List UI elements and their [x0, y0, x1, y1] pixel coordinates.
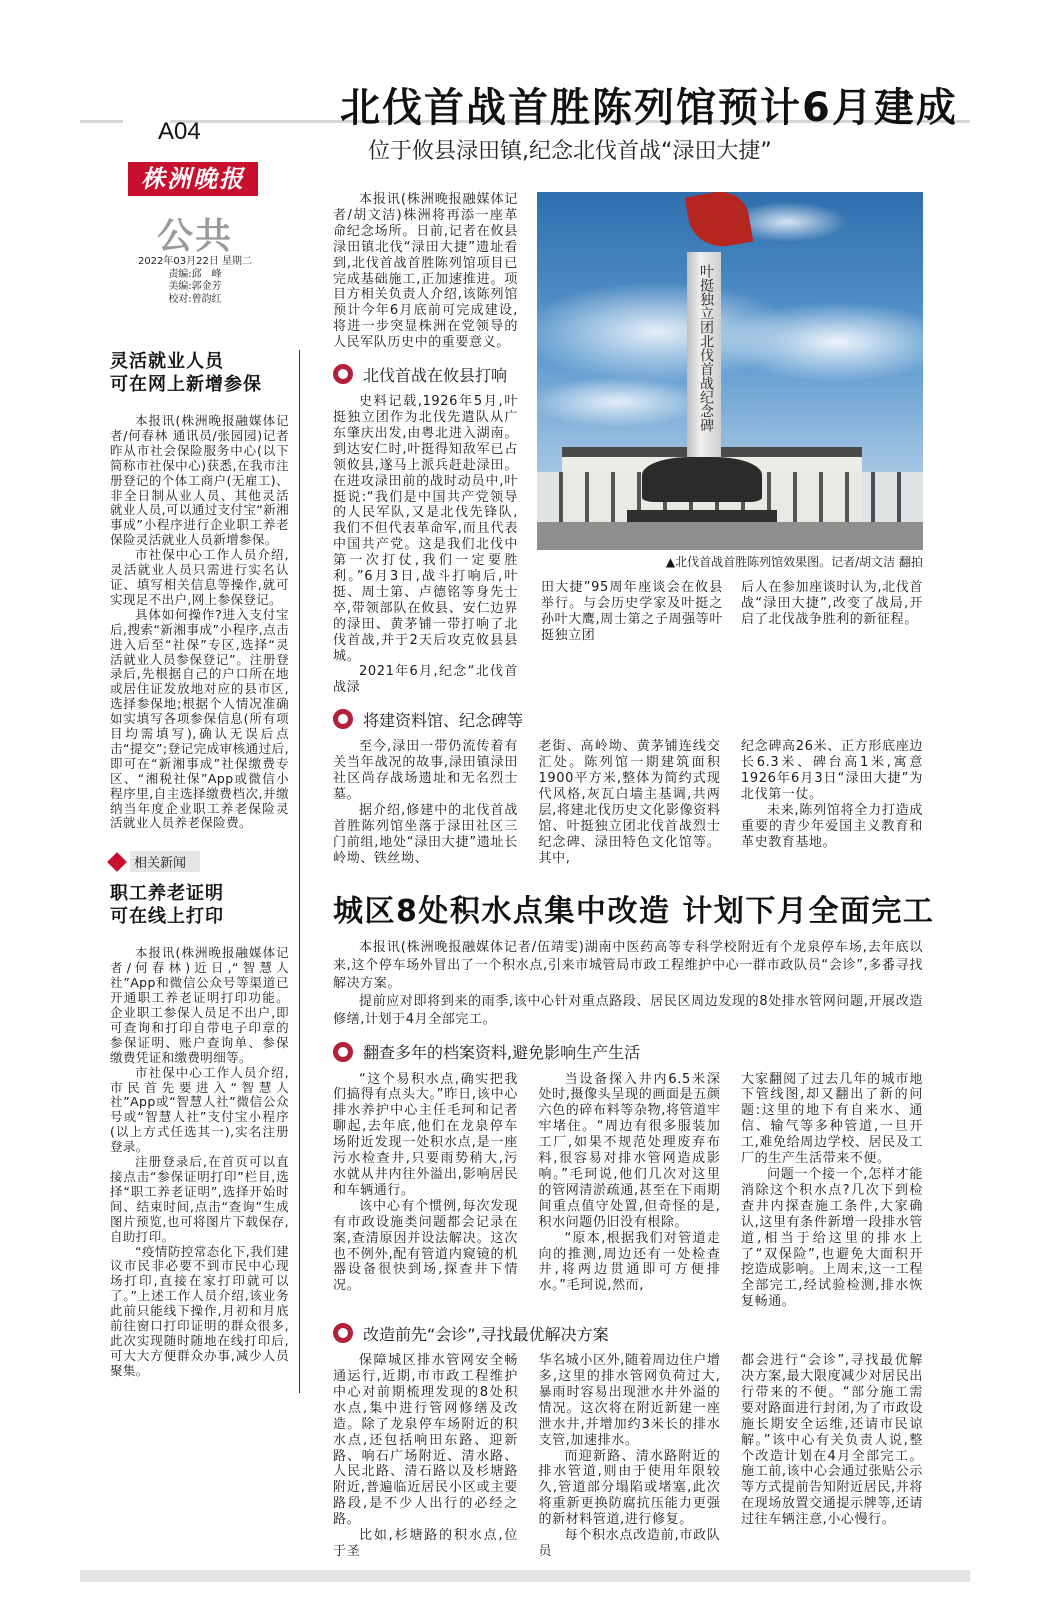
photo-sculpture	[642, 457, 762, 502]
page-number: A04	[158, 118, 201, 145]
paragraph: 后人在参加座谈时认为,北伐首战“渌田大捷”,改变了战局,开启了北伐战争胜利的新征程。	[741, 580, 923, 627]
paragraph: 保障城区排水管网安全畅通运行,近期,市市政工程维护中心对前期梳理发现的8处积水点,集中进行管网修缮及改造。除了龙泉停车场附近的积水点,还包括响田东路、迎新路、响石广场附近、清水路、人民北路、清石路以及杉塘路附近,普遍临近居民小区或主要路段,是不少人出行的必经之路。	[333, 1353, 518, 1528]
paragraph: 本报讯(株洲晚报融媒体记者/伍靖雯)湖南中医药高等专科学校附近有个龙泉停车场,去年底以来,这个停车场外冒出了一个积水点,引来市城管局市政工程维护中心一群市政队员“会诊”,多番寻找解决方案。	[333, 939, 923, 991]
paragraph: 据介绍,修建中的北伐首战首胜陈列馆坐落于渌田社区三门前组,地处“渌田大捷”遗址长岭坳、铁丝坳、	[333, 802, 518, 866]
paragraph: 老街、高岭坳、黄茅铺连线交汇处。陈列馆一期建筑面积1900平方米,整体为简约式现代风格,灰瓦白墙主基调,共两层,将建北伐历史文化影像资料馆、叶挺独立团北伐首战烈士纪念碑、渌田特色文化馆等。其中,	[538, 739, 721, 866]
sidebar-story2-body	[110, 946, 289, 1378]
paragraph: 至今,渌田一带仍流传着有关当年战况的故事,渌田镇渌田社区尚存战场遗址和无名烈士墓。	[333, 739, 518, 802]
paragraph: 市社保中心工作人员介绍,灵活就业人员只需进行实名认证、填写相关信息等操作,就可实现足不出户,网上参保登记。	[110, 547, 289, 607]
sidebar-story2-headline	[110, 882, 289, 928]
paragraph: 纪念碑高26米、正方形底座边长6.3米、碑台高1米,寓意1926年6月3日“渌田大捷”为北伐第一仗。	[741, 739, 923, 802]
paragraph: 每个积水点改造前,市政队员	[538, 1528, 721, 1559]
headline-line: 职工养老证明	[110, 883, 224, 905]
article1-lead	[333, 192, 518, 351]
monument-inscription: 叶挺独立团北伐首战纪念碑	[698, 264, 714, 432]
sidebar-divider	[110, 350, 300, 1393]
paragraph: 华名城小区外,随着周边住户增多,这里的排水管网负荷过大,暴雨时容易出现泄水井外溢的情况。这次将在附近新建一座泄水井,并增加约3米长的排水支管,加速排水。	[538, 1353, 721, 1448]
article2-section1-col1	[333, 1072, 518, 1295]
section-ring-icon	[333, 364, 353, 384]
paragraph: 史料记载,1926年5月,叶挺独立团作为北伐先遣队从广东肇庆出发,由粤北进入湖南。到达安仁时,叶挺得知敌军已占领攸县,遂马上派兵赶赴渌田。在进攻渌田前的战时动员中,叶挺说:“我们是中国共产党领导的人民军队,又是北伐先锋队,我们不但代表革命军,而且代表中国共产党。这是我们北伐中第一次打仗,我们一定要胜利。”6月3日,战斗打响后,叶挺、周士第、卢德铭等身先士卒,带领部队在攸县、安仁边界的渌田、黄茅铺一带打响了北伐首战,并于2天后攻克攸县县城。	[333, 394, 518, 664]
paragraph: 具体如何操作?进入支付宝后,搜索“新湘事成”小程序,点击进入后至“社保”专区,选择“灵活就业人员参保登记”。注册登录后,先根据自己的户口所在地或居住证发放地对应的县市区,选择参保地;根据个人情况准确如实填写各项参保信息(所有项目均需填写),确认无误后点击“提交”;登记完成审核通过后,即可在“新湘事成”社保缴费专区、“湘税社保”App或微信小程序里,自主选择缴费档次,并缴纳当年度企业职工养老保险灵活就业人员养老保险费。	[110, 606, 289, 831]
paragraph: 2021年6月,纪念“北伐首战渌	[333, 664, 518, 696]
sidebar-story1-body	[110, 414, 289, 831]
article2-section2-head	[333, 1322, 923, 1344]
article2-section1-col3	[741, 1072, 923, 1311]
article1-section1-col3	[741, 580, 923, 628]
issue-date: 2022年03月22日 星期二	[137, 256, 253, 267]
sidebar	[110, 84, 300, 1393]
article1-section2-col2	[539, 739, 721, 866]
proofreader-credit: 校对:曾韵红	[168, 293, 222, 305]
paragraph: 田大捷”95周年座谈会在攸县举行。与会历史学家及叶挺之孙叶大鹰,周士第之子周强等叶挺独立团	[541, 580, 723, 643]
headline-line: 可在网上新增参保	[110, 374, 262, 395]
article2-section2-col2	[539, 1353, 721, 1560]
section-title: 将建资料馆、纪念碑等	[363, 710, 524, 730]
pencil-marker-icon	[107, 852, 127, 872]
related-news-tag	[110, 851, 289, 872]
paragraph: 注册登录后,在首页可以直接点击“参保证明打印”栏目,选择“职工养老证明”,选择开始时间、结束时间,点击“查询”生成图片预览,也可将图片下载保存,自助打印。	[110, 1154, 289, 1244]
paragraph: 市社保中心工作人员介绍,市民首先要进入“智慧人社”App或“智慧人社”微信公众号或“智慧人社”支付宝小程序(以上方式任选其一),实名注册登录。	[110, 1064, 289, 1155]
paragraph: 未来,陈列馆将全力打造成重要的青少年爱国主义教育和革史教育基地。	[741, 802, 923, 850]
photo-ground	[537, 522, 923, 550]
section-ring-icon	[333, 1323, 353, 1343]
article2-section2-col1	[333, 1353, 518, 1560]
article1-subheadline: 位于攸县渌田镇,纪念北伐首战“渌田大捷”	[368, 139, 772, 164]
newspaper-logo: 株洲晚报	[128, 162, 258, 196]
article1-right-column	[541, 192, 923, 644]
paragraph: 当设备探入井内6.5米深处时,摄像头呈现的画面是五颜六色的碎布料等杂物,将管道牢牢堵住。“周边有很多服装加工厂,如果不规范处理废弃布料,很容易对排水管网造成影响。”毛珂说,他们几次对这里的管网清淤疏通,甚至在下雨期间重点值守处置,但奇怪的是,积水问题仍旧没有根除。	[538, 1071, 721, 1230]
article1-section1-continuation	[541, 580, 923, 644]
article2-section1-columns	[333, 1072, 923, 1311]
article1-left-column	[333, 192, 518, 696]
paragraph: 本报讯(株洲晚报融媒体记者/何春林)近日,“智慧人社”App和微信公众号等渠道已开通职工养老证明打印功能。企业职工参保人员足不出户,即可查询和打印自带电子印章的参保证明、账户查询单、参保缴费凭证和缴费明细等。	[110, 945, 289, 1065]
article1-top	[333, 192, 923, 696]
sidebar-story1-headline	[110, 350, 289, 396]
section-ring-icon	[333, 1042, 353, 1062]
page-body	[110, 84, 970, 1560]
article1-section2-col3	[741, 739, 923, 850]
headline-line: 可在线上打印	[110, 906, 224, 928]
section-name: 公共	[156, 216, 233, 257]
bottom-bar	[80, 1570, 970, 1582]
editor-credit: 责编:邱 峰	[168, 268, 222, 280]
article2-section1-head	[333, 1041, 923, 1063]
paragraph: 比如,杉塘路的积水点,位于圣	[333, 1528, 518, 1559]
article2-lead	[333, 939, 923, 1029]
section-title: 改造前先“会诊”,寻找最优解决方案	[363, 1324, 609, 1344]
memorial-rendering-photo	[537, 192, 923, 550]
section-title: 翻查多年的档案资料,避免影响生产生活	[363, 1043, 641, 1063]
article1-section2-columns	[333, 739, 923, 866]
photo-caption: ▲北伐首战首胜陈列馆效果图。记者/胡文洁 翻拍	[665, 555, 923, 569]
paragraph: 而迎新路、清水路附近的排水管道,则由于使用年限较久,管道部分塌陷或堵塞,此次将重新更换防腐抗压能力更强的新材料管道,进行修复。	[538, 1448, 721, 1528]
paragraph: 问题一个接一个,怎样才能消除这个积水点?几次下到检查井内探查施工条件,大家确认,这里有条件新增一段排水管道,相当于给这里的排水上了“双保险”,也避免大面积开挖造成影响。上周末,这一工程全部完工,经试验检测,排水恢复畅通。	[741, 1166, 923, 1310]
designer-credit: 美编:郭金芳	[168, 281, 222, 292]
article1-headline: 北伐首战首胜陈列馆预计6月建成	[340, 85, 958, 131]
paragraph: 本报讯(株洲晚报融媒体记者/胡文洁)株洲将再添一座革命纪念场所。日前,记者在攸县渌田镇北伐“渌田大捷”遗址看到,北伐首战首胜陈列馆项目已完成基础施工,正加速推进。项目方相关负责人介绍,该陈列馆预计今年6月底前可完成建设,将进一步突显株洲在党领导的人民军队历史中的重要意义。	[333, 192, 518, 351]
article2-section1-col2	[539, 1072, 721, 1295]
section-ring-icon	[333, 709, 353, 729]
article2-section2-col3	[741, 1353, 923, 1528]
article1-section2-col1	[333, 739, 518, 866]
paragraph: 都会进行“会诊”,寻找最优解决方案,最大限度减少对居民出行带来的不便。“部分施工需要对路面进行封闭,为了市政设施长期安全运维,还请市民谅解。”该中心有关负责人说,整个改造计划在4月全部完工。施工前,该中心会通过张贴公示等方式提前告知附近居民,并将在现场放置交通提示牌等,还请过往车辆注意,小心慢行。	[741, 1353, 923, 1528]
article1-section2-head	[333, 708, 923, 730]
paragraph: “疫情防控常态化下,我们建议市民非必要不到市民中心现场打印,直接在家打印就可以了。”上述工作人员介绍,该业务此前只能线下操作,月初和月底前往窗口打印证明的群众很多,此次实现随时随地在线打印后,可大大方便群众办事,减少人员聚集。	[110, 1243, 289, 1378]
photo-red-flag	[685, 192, 754, 252]
paragraph: 大家翻阅了过去几年的城市地下管线图,却又翻出了新的问题:这里的地下有自来水、通信、输气等多种管道,一旦开工,难免给周边学校、居民及工厂的生产生活带来不便。	[741, 1071, 923, 1167]
article1-section1-head	[333, 363, 518, 385]
section-title: 北伐首战在攸县打响	[363, 365, 508, 385]
paragraph: 提前应对即将到来的雨季,该中心针对重点路段、居民区周边发现的8处排水管网问题,开展改造修缮,计划于4月全部完工。	[333, 993, 923, 1027]
headline-line: 灵活就业人员	[110, 351, 224, 372]
photo-monument-base	[627, 510, 777, 522]
paragraph: “这个易积水点,确实把我们搞得有点头大。”昨日,该中心排水养护中心主任毛珂和记者聊起,去年底,他们在龙泉停车场附近发现一处积水点,是一座污水检查井,只要雨势稍大,污水就从井内往外溢出,影响居民和车辆通行。	[333, 1071, 518, 1198]
paragraph: 该中心有个惯例,每次发现有市政设施类问题都会记录在案,查清原因并设法解决。这次也不例外,配有管道内窥镜的机器设备很快到场,探查井下情况。	[333, 1198, 518, 1294]
article2-section2-columns	[333, 1353, 923, 1560]
main-column	[333, 84, 958, 1560]
paragraph: “原本,根据我们对管道走向的推测,周边还有一处检查井,将两边贯通即可方便排水。”毛珂说,然而,	[538, 1230, 721, 1294]
article1-section1-col1	[333, 394, 518, 696]
article2-headline: 城区8处积水点集中改造 计划下月全面完工	[333, 893, 935, 929]
paragraph: 本报讯(株洲晚报融媒体记者/何春林 通讯员/张园园)记者昨从市社会保险服务中心(以下简称市社保中心)获悉,在我市注册登记的个体工商户(无雇工)、非全日制从业人员、其他灵活就业人员,可以通过支付宝“新湘事成”小程序进行企业职工养老保险灵活就业人员新增参保。	[110, 413, 289, 548]
related-news-label: 相关新闻	[130, 851, 200, 872]
article1-section1-col2	[541, 580, 723, 644]
